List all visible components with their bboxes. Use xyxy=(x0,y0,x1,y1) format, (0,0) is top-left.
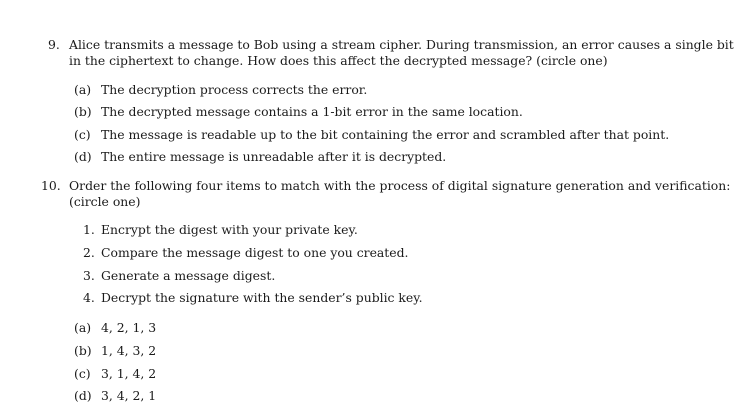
question-text-line: in the ciphertext to change. How does this affect the decrypted message? (circle one) xyxy=(69,53,608,68)
option-label: (a) xyxy=(74,320,92,335)
item-text: Generate a message digest. xyxy=(101,268,276,283)
question-text-line: (circle one) xyxy=(69,194,141,209)
item-text: Compare the message digest to one you created. xyxy=(101,245,409,260)
option-text: The entire message is unreadable after it is decrypted. xyxy=(101,149,447,164)
option-text: 3, 1, 4, 2 xyxy=(101,366,157,381)
option-text: The message is readable up to the bit containing the error and scrambled after that point. xyxy=(101,127,670,142)
item-number: 4. xyxy=(83,290,95,305)
item-number: 3. xyxy=(83,268,95,283)
question-text-line: Alice transmits a message to Bob using a stream cipher. During transmission, an error causes a single bit xyxy=(69,37,734,52)
option-label: (a) xyxy=(74,82,92,97)
item-number: 1. xyxy=(83,222,95,237)
option-text: The decryption process corrects the error. xyxy=(101,82,368,97)
option-label: (b) xyxy=(74,104,92,119)
question-number: 9. xyxy=(48,37,60,52)
option-text: 3, 4, 2, 1 xyxy=(101,388,157,403)
option-label: (c) xyxy=(74,127,91,142)
item-text: Decrypt the signature with the sender’s public key. xyxy=(101,290,423,305)
option-label: (d) xyxy=(74,388,92,403)
option-text: The decrypted message contains a 1-bit error in the same location. xyxy=(101,104,523,119)
option-label: (d) xyxy=(74,149,92,164)
option-label: (b) xyxy=(74,343,92,358)
question-text-line: Order the following four items to match with the process of digital signature generation and verification: xyxy=(69,178,731,193)
item-text: Encrypt the digest with your private key. xyxy=(101,222,358,237)
option-label: (c) xyxy=(74,366,91,381)
option-text: 4, 2, 1, 3 xyxy=(101,320,157,335)
option-text: 1, 4, 3, 2 xyxy=(101,343,157,358)
question-number: 10. xyxy=(41,178,61,193)
item-number: 2. xyxy=(83,245,95,260)
